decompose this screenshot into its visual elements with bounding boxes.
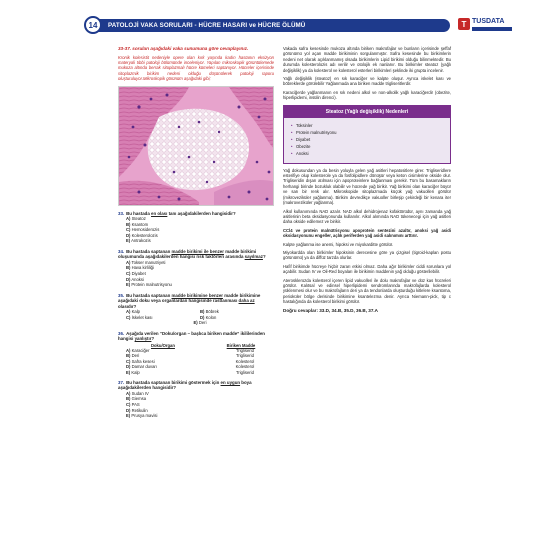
stem-text: madde birikimi oluşumunda aşağıdakilerden hangisi risk faktörleri arasında xyxy=(118,249,257,260)
stem-text: boya aşağıdakilerden hangisidir? xyxy=(118,380,252,391)
option-text: Böbrek xyxy=(205,309,219,314)
option-text: Deri xyxy=(198,320,207,326)
case-body: Kronik kolesistit nedeniyle opere olan kırk yaşında kadın hastanın eksizyon materyali tıbbi patoloji bölümünde inceleniyor. Yapılan mikroskopik görüntülemede mukoza altında berrak sitoplazmalı hücre kümeleri saptanıyor. Hücreler içerisinde sitoplazmik birikim nedeni olduğu düşünülerek patoloji raporu oluşturuluyor.Mikroskopik görünüm aşağıdaki gibi; xyxy=(118,54,274,82)
option-letter: E) xyxy=(126,238,131,244)
option-letter: A) xyxy=(126,309,131,314)
stem-text: ? xyxy=(151,336,155,342)
stem-text: Bu hastada saptanan xyxy=(126,292,172,298)
explanation-paragraph: Yağ dokusundan ya da besin yoluyla gelen yağ asitleri hepatositlere girer. Trigliseridlere esterifiye olup kolesterole ya da fosfolipidlere dönüşür veya keton cisimlerine okside olur. Trigliseridin dışarı atılması için apoproteinlere bağlanması gerekir. Tüm bu basamakların herhangi birinde bozukluk olabilir ve hücrede yağ birikir. Yağ birikimi olan karaciğer büyür ve sarı bir renk alır. Mikroskopide sitoplazmada küçük yağ vakuolleri görülür (mikroveziküler yağlanma). Birikim devredikçe vakuoller birleşip çekirdeği bir kenara iter (makroveziküler yağlanma). xyxy=(283,167,451,206)
logo-underline xyxy=(472,27,512,31)
option-letter: B) xyxy=(126,265,131,271)
option-text: Prusya mavisi xyxy=(131,413,158,419)
option-text: Tokser manutriyeti xyxy=(131,259,166,265)
stem-text: olasıdır? xyxy=(118,303,137,309)
list-item: • Protein malnutrisyonu xyxy=(296,129,444,136)
page-title: PATOLOJİ VAKA SORULARI - HÜCRE HASARI ve HÜCRE ÖLÜMÜ xyxy=(94,19,450,32)
publisher-logo xyxy=(458,16,514,34)
option-text: Ksantom xyxy=(131,221,149,227)
option-letter: E) xyxy=(193,320,198,326)
question-33 xyxy=(118,211,274,244)
micrograph-illustration xyxy=(119,87,274,206)
box-list xyxy=(284,118,450,163)
question-stem xyxy=(118,249,274,260)
stem-underline: yanlıştır xyxy=(134,336,152,342)
stem-text: Aşağıda verilen “ xyxy=(126,330,162,336)
column-header-organ: Doku/Organ xyxy=(150,342,175,348)
stem-text: tanı aşağıdakilerden hangisidir? xyxy=(167,210,236,216)
option-letter: E) xyxy=(126,369,131,375)
option-letter: B) xyxy=(126,396,131,402)
option-letter: A) xyxy=(126,259,131,265)
organ-text: Karaciğer xyxy=(131,348,150,353)
explanation-paragraph: Vakada safra kesesinde mukoza altında biriken makrofajlar ve bunların içerisinde şeffaf görünümü yol açan madde birikiminin sorgulanmıştır. Safra kesesinde bu birikimlerin nedeni net olarak açıklanmamış olsada birikimlerin Lipid birikimi olduğu bilinmektedir. Bu durumda kolesterolozis adı verilir ve otolojik ek nanlarıır. Bu birikimler steatoz (yağlı değişiklik) ya da kolesterol ve kolesterol esterleri birikimleri şeklinde iki grupta incelenir. xyxy=(283,46,451,73)
stem-text: Bu hastada saptanan xyxy=(126,249,172,254)
option-letter: D) xyxy=(126,407,131,413)
table-cell: Kolesterol xyxy=(235,364,255,370)
stem-text: Bu hastada saptanan birikimi göstermek için xyxy=(126,380,221,386)
stem-text: ? xyxy=(262,254,266,260)
option-text: Giemsa xyxy=(131,396,147,402)
option-letter: E) xyxy=(126,282,131,288)
option-text: PAS xyxy=(131,402,140,408)
option-e[interactable] xyxy=(118,282,274,288)
option-text: Steatoz xyxy=(131,216,146,222)
question-number: 33. xyxy=(118,210,125,216)
list-item: • Toksinler xyxy=(296,122,444,129)
table-cell xyxy=(118,370,208,375)
table-cell: Trigliserid xyxy=(235,353,254,359)
stem-text: Doku/organ – başlıca biriken madde xyxy=(161,330,238,336)
question-35 xyxy=(118,293,274,326)
organ-text: Deri xyxy=(131,353,140,359)
option-d[interactable] xyxy=(200,315,274,321)
option-letter: D) xyxy=(126,276,131,282)
explanation-paragraph: Yağlı değişiklik (steatoz) en sık karaciğer ve kalpte oluşur. Ayrıca iskelet kası ve böbreklerde görülebilir Yağlanmada ana biriken madde trigliseritlerdir. xyxy=(283,76,451,87)
table-cell: Trigliserid xyxy=(235,348,254,353)
organ-text: Safra kesesi xyxy=(131,358,155,364)
option-text: Retikulin xyxy=(131,407,148,413)
stem-underline: sayılmaz xyxy=(244,254,263,260)
option-letter: C) xyxy=(126,358,131,364)
question-34 xyxy=(118,249,274,288)
question-stem xyxy=(118,293,274,309)
stem-underline: madde birikimine benzer xyxy=(171,292,223,298)
option-e[interactable] xyxy=(118,413,274,419)
logo-mark-icon: T xyxy=(458,18,470,30)
stem-text: Bu hastada xyxy=(126,210,151,216)
organ-text: Damar duvarı xyxy=(131,364,157,370)
option-text: Kolon xyxy=(205,314,217,320)
stem-underline: madde birikimi ile benzer xyxy=(171,249,224,254)
option-text: Anoksi xyxy=(131,276,144,282)
option-letter: B) xyxy=(200,309,205,314)
question-stem xyxy=(118,380,274,391)
case-heading: 33-37. soruları aşağıdaki vaka sunumuna göre cevaplayınız. xyxy=(118,46,249,51)
question-stem xyxy=(118,331,274,342)
explanation-paragraph: Karaciğerde yağlanmanın en sık nedeni alkol ve non-alkolik yağlı karaciğerdir (obezite, hiperlipidemi, insülin direnci). xyxy=(283,89,451,101)
option-letter: C) xyxy=(126,271,131,276)
question-number: 34. xyxy=(118,249,125,254)
match-table xyxy=(118,343,274,375)
explanation-paragraph: Alkol kullanımında NAD azalır. NAD alkol dehidrojenaz kofaktörüdür, aynı zamanda yağ asitlerinin beta oksidasyonunda kullanılır. Alkol alımında NAD tükenecegi için yağ asitleri daha okside edilemez ve birikir. xyxy=(283,208,451,225)
explanation-paragraph: Hafif birikimde hücreye hiçbir zararı etkisi olmaz. Daha ağır birikimler ciddi sorunlara yol açabilir. Sudan IV ve Oil-Red boyaları ile birikimin maddenin yağ olduğu gösterilebilir. xyxy=(283,263,451,275)
list-item: • Obezite xyxy=(296,143,444,150)
table-cell: Kolesterol xyxy=(235,358,255,364)
option-text: Kalp xyxy=(131,309,140,314)
explanation-paragraph: CCl4 ve protein malnütrisyonu apoprotein sentezini azaltır, anoksi yağ asidi oksidasyonunu engeller, açlık periferden yağ asidi salınımını arttırır. xyxy=(283,227,451,239)
option-e[interactable] xyxy=(118,238,274,244)
option-letter: A) xyxy=(126,348,131,353)
option-letter: C) xyxy=(126,227,131,233)
option-letter: C) xyxy=(126,402,131,408)
stem-underline: en olası xyxy=(151,210,168,216)
organ-text: Kalp xyxy=(131,369,140,375)
table-cell: Trigliserid xyxy=(235,369,254,375)
option-c[interactable] xyxy=(126,315,200,321)
option-letter: D) xyxy=(126,232,131,238)
list-item: • Diyabet xyxy=(296,136,444,143)
option-letter: D) xyxy=(126,364,131,370)
stem-text: madde birikimine aşağıdaki doku veya organlardan hangisinde rastlanması xyxy=(118,292,261,304)
list-item: • Anoksi xyxy=(296,150,444,157)
explanation-paragraph: Miyokardda olan birikimler hipoksinin derecesine göre ya çizgisel (tigroid-kaplan postu görünümü) ya da diffüz tarzda olurlar. xyxy=(283,249,451,261)
stem-underline: en uygun xyxy=(220,380,241,386)
column-header-matter: Biriken Madde xyxy=(226,342,256,348)
question-number: 36. xyxy=(118,330,125,336)
option-text: İskelet kası xyxy=(131,314,153,320)
option-letter: A) xyxy=(126,216,131,222)
option-text: Antrakozis xyxy=(131,238,151,244)
option-grid xyxy=(118,309,274,320)
question-number: 35. xyxy=(118,292,125,298)
option-letter: B) xyxy=(126,353,131,359)
question-37 xyxy=(118,380,274,419)
logo-text: TUSDATA xyxy=(472,18,505,25)
option-letter: C) xyxy=(126,314,131,320)
right-column xyxy=(283,46,451,314)
option-letter: D) xyxy=(200,314,205,320)
option-letter: B) xyxy=(126,221,131,227)
question-36 xyxy=(118,331,274,375)
micrograph-image xyxy=(118,86,274,206)
steatosis-causes-box xyxy=(283,105,451,164)
option-text: Protein malnutrisyonu xyxy=(131,282,172,288)
page-number-badge: 14 xyxy=(84,16,102,34)
page-header xyxy=(84,16,514,34)
option-e[interactable] xyxy=(118,320,274,326)
explanation-paragraph: Kalpte yağlanma ise anemi, hipoksi ve miyokarditte görülür. xyxy=(283,241,394,247)
option-text: Sudan IV xyxy=(131,390,149,396)
stem-text: ” ikililerinden hangisi xyxy=(118,330,265,342)
option-text: Kolesterolozis xyxy=(131,232,158,238)
option-text: Hava kirliliği xyxy=(131,265,154,271)
option-letter: E) xyxy=(126,413,131,419)
question-number: 37. xyxy=(118,380,125,386)
box-title: Steatoz (Yağlı değişiklik) Nedenleri xyxy=(284,106,450,118)
option-text: Diyabet xyxy=(131,271,146,276)
table-row[interactable] xyxy=(118,370,274,375)
stem-underline: daha az xyxy=(238,298,255,304)
answer-key: Doğru cevaplar: 33.D, 34.B, 35.D, 36.B, 37.A xyxy=(283,307,378,313)
option-text: Hemosiderozis xyxy=(131,227,160,233)
left-column xyxy=(118,46,274,419)
option-letter: A) xyxy=(126,390,131,396)
explanation-paragraph: Aterosklerozda kolesterol içeren lipid vakuolleri ile dolu makrofajlar ve düz kas hücreleri görülür. Kalıtsal ve edinsel hiperlipidemi sendromlarında makrofajlarda kolesterol yüklenmesi olur ve bu makrofajların deri ya da tendonlarda oluşturduğu kitlelere ksantoma, perioküler bölge derisinde birikimine ksantelezma denir. Ayrıca Niemann-pick, tip c hastalığında da kolesterol birikimi görülür. xyxy=(283,277,451,305)
